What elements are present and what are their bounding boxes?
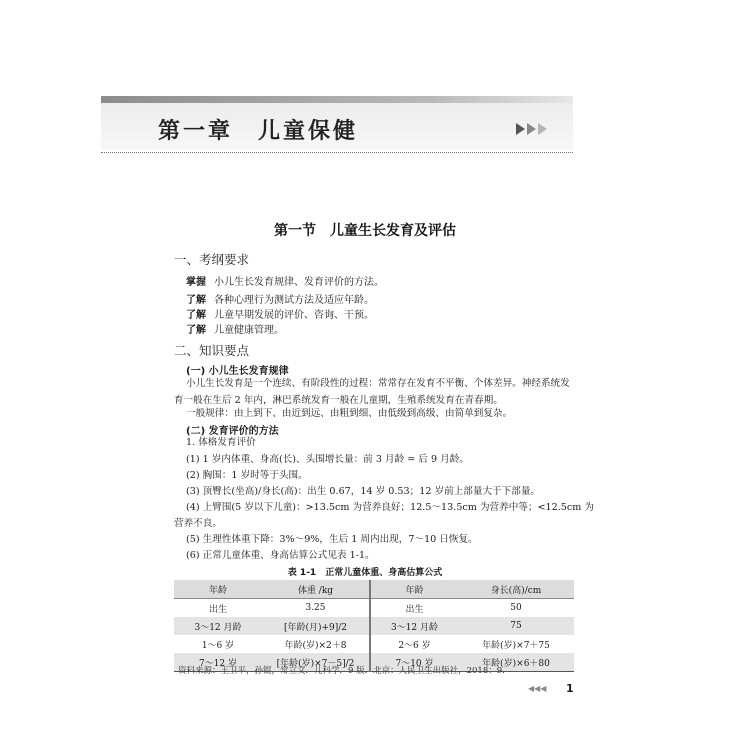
- table-cell: 出生: [405, 604, 424, 615]
- chapter-title: 第一章 儿童保健: [158, 118, 359, 144]
- banner-dotted-rule: [101, 152, 573, 153]
- table-cell: 75: [510, 621, 522, 631]
- requirement-item: [186, 291, 374, 306]
- requirement-text: 各种心理行为测试方法及适应年龄。: [214, 295, 374, 306]
- table-cell: [年龄(月)+9]/2: [262, 617, 370, 635]
- table-cell: 7～10 岁: [370, 653, 458, 672]
- list-heading: 1. 体格发育评价: [186, 437, 256, 448]
- knowledge-heading: 二、知识要点: [174, 343, 250, 358]
- page-number: 1: [566, 682, 574, 695]
- list-item: (3) 顶臀长(坐高)/身长(高)：出生 0.67，14 岁 0.53；12 岁前上部量大于下部量。: [186, 486, 541, 497]
- section-title: 第一节 儿童生长发育及评估: [274, 223, 456, 239]
- table-row: [174, 635, 574, 653]
- list-item: (2) 胸围：1 岁时等于头围。: [186, 470, 308, 481]
- estimation-table: [174, 580, 574, 672]
- requirement-text: 小儿生长发育规律、发育评价的方法。: [214, 277, 384, 288]
- requirement-tag: 了解: [186, 295, 206, 306]
- list-item: (6) 正常儿童体重、身高估算公式见表 1-1。: [186, 550, 375, 561]
- list-item-continuation: 营养不良。: [174, 518, 222, 529]
- subsection-heading: (一) 小儿生长发育规律: [186, 366, 289, 377]
- header-cell: 年龄: [174, 580, 262, 599]
- table-row: [174, 599, 574, 618]
- requirement-text: 儿童健康管理。: [214, 325, 284, 336]
- header-cell: 年龄: [370, 580, 458, 599]
- header-cell: 体重 /kg: [262, 580, 370, 599]
- requirement-item: [186, 273, 384, 288]
- requirement-tag: 掌握: [186, 277, 206, 288]
- table-cell: 3～12 月龄: [390, 622, 439, 633]
- pager-arrows-icon: ◀◀◀: [528, 684, 547, 693]
- table-cell: 50: [510, 603, 522, 613]
- table-header-row: [174, 580, 574, 599]
- table-cell: 7～12 岁: [174, 653, 262, 672]
- requirement-item: [186, 306, 374, 321]
- requirement-item: [186, 321, 284, 336]
- triple-arrow-icon: [516, 120, 549, 139]
- table-cell: 3.25: [262, 599, 370, 618]
- paragraph-line: 育一般在生后 2 年内，淋巴系统发育一般在儿童期，生殖系统发育在青春期。: [174, 395, 503, 406]
- banner-top-bar: [101, 96, 573, 103]
- list-item: (5) 生理性体重下降：3%～9%，生后 1 周内出现，7～10 日恢复。: [186, 534, 478, 545]
- table-cell: 出生: [208, 604, 227, 615]
- table-cell: [年龄(岁)×7－5]/2: [262, 653, 370, 672]
- table-cell: 1～6 岁: [201, 640, 235, 651]
- table-caption: 表 1-1 正常儿童体重、身高估算公式: [287, 568, 443, 578]
- table-cell: 年龄(岁)×7＋75: [482, 640, 550, 651]
- paragraph-line: 小儿生长发育是一个连续、有阶段性的过程：常常存在发育不平衡、个体差异。神经系统发: [186, 378, 570, 389]
- table-row: [174, 617, 574, 635]
- outline-heading: 一、考纲要求: [174, 252, 250, 267]
- requirement-tag: 了解: [186, 325, 206, 336]
- table-cell: 年龄(岁)×6＋80: [458, 653, 574, 672]
- subsection-heading: (二) 发育评价的方法: [186, 426, 279, 437]
- requirement-tag: 了解: [186, 310, 206, 321]
- table-cell: 3～12 月龄: [194, 622, 242, 633]
- table-source-note: 资料来源：王卫平，孙锟，常立文．儿科学．9 版．北京：人民卫生出版社，2018：9.: [178, 666, 505, 676]
- list-item: (1) 1 岁内体重、身高(长)、头围增长量：前 3 月龄 = 后 9 月龄。: [186, 454, 469, 465]
- table-cell: 2～6 岁: [398, 640, 431, 651]
- table-cell: 年龄(岁)×2＋8: [262, 635, 370, 653]
- requirement-text: 儿童早期发展的评价、咨询、干预。: [214, 310, 374, 321]
- header-cell: 身长(高)/cm: [458, 580, 574, 599]
- paragraph-line: 一般规律：由上到下、由近到远、由粗到细、由低级到高级、由简单到复杂。: [186, 408, 513, 419]
- list-item: (4) 上臂围(5 岁以下儿童)：>13.5cm 为营养良好；12.5～13.5cm 为营养中等；<12.5cm 为: [186, 502, 595, 513]
